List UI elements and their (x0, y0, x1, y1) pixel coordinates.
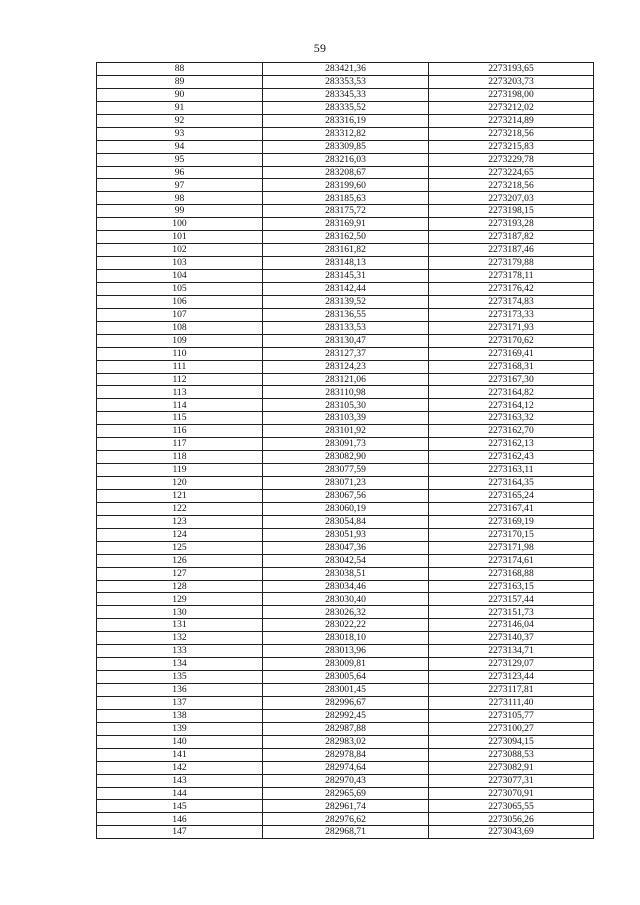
table-row (97, 748, 594, 761)
table-row (97, 386, 594, 399)
table-row (97, 140, 594, 153)
point-number-cell: 135 (97, 671, 263, 684)
y-coordinate-cell: 2273167,41 (429, 502, 594, 515)
y-coordinate-cell: 2273168,31 (429, 360, 594, 373)
x-coordinate-cell: 283148,13 (263, 257, 429, 270)
table-row (97, 567, 594, 580)
x-coordinate-cell: 283060,19 (263, 502, 429, 515)
table-row (97, 321, 594, 334)
x-coordinate-cell: 283110,98 (263, 386, 429, 399)
point-number-cell: 119 (97, 464, 263, 477)
table-row (97, 270, 594, 283)
point-number-cell: 106 (97, 295, 263, 308)
table-row (97, 541, 594, 554)
y-coordinate-cell: 2273169,41 (429, 347, 594, 360)
y-coordinate-cell: 2273179,88 (429, 257, 594, 270)
table-row (97, 63, 594, 76)
point-number-cell: 105 (97, 282, 263, 295)
x-coordinate-cell: 283105,30 (263, 399, 429, 412)
point-number-cell: 123 (97, 515, 263, 528)
y-coordinate-cell: 2273163,32 (429, 412, 594, 425)
y-coordinate-cell: 2273171,93 (429, 321, 594, 334)
point-number-cell: 122 (97, 502, 263, 515)
y-coordinate-cell: 2273065,55 (429, 800, 594, 813)
x-coordinate-cell: 283051,93 (263, 528, 429, 541)
x-coordinate-cell: 283034,46 (263, 580, 429, 593)
y-coordinate-cell: 2273212,02 (429, 101, 594, 114)
table-row (97, 464, 594, 477)
point-number-cell: 130 (97, 606, 263, 619)
table-row (97, 127, 594, 140)
point-number-cell: 141 (97, 748, 263, 761)
x-coordinate-cell: 283101,92 (263, 425, 429, 438)
point-number-cell: 134 (97, 658, 263, 671)
point-number-cell: 108 (97, 321, 263, 334)
point-number-cell: 139 (97, 722, 263, 735)
point-number-cell: 128 (97, 580, 263, 593)
x-coordinate-cell: 283077,59 (263, 464, 429, 477)
x-coordinate-cell: 283022,22 (263, 619, 429, 632)
x-coordinate-cell: 283162,50 (263, 231, 429, 244)
x-coordinate-cell: 283082,90 (263, 451, 429, 464)
table-row (97, 101, 594, 114)
x-coordinate-cell: 283136,55 (263, 308, 429, 321)
table-row (97, 696, 594, 709)
x-coordinate-cell: 283071,23 (263, 477, 429, 490)
x-coordinate-cell: 283030,40 (263, 593, 429, 606)
point-number-cell: 94 (97, 140, 263, 153)
table-row (97, 658, 594, 671)
x-coordinate-cell: 283026,32 (263, 606, 429, 619)
y-coordinate-cell: 2273176,42 (429, 282, 594, 295)
x-coordinate-cell: 283009,81 (263, 658, 429, 671)
point-number-cell: 90 (97, 88, 263, 101)
y-coordinate-cell: 2273134,71 (429, 645, 594, 658)
y-coordinate-cell: 2273094,15 (429, 735, 594, 748)
point-number-cell: 93 (97, 127, 263, 140)
y-coordinate-cell: 2273218,56 (429, 127, 594, 140)
point-number-cell: 102 (97, 244, 263, 257)
y-coordinate-cell: 2273164,12 (429, 399, 594, 412)
table-row (97, 192, 594, 205)
x-coordinate-cell: 282976,62 (263, 813, 429, 826)
table-row (97, 515, 594, 528)
table-row (97, 606, 594, 619)
y-coordinate-cell: 2273043,69 (429, 826, 594, 839)
table-row (97, 451, 594, 464)
point-number-cell: 99 (97, 205, 263, 218)
x-coordinate-cell: 283175,72 (263, 205, 429, 218)
point-number-cell: 120 (97, 477, 263, 490)
coordinates-table-body (97, 63, 594, 839)
table-row (97, 671, 594, 684)
table-row (97, 425, 594, 438)
x-coordinate-cell: 283103,39 (263, 412, 429, 425)
table-row (97, 826, 594, 839)
point-number-cell: 146 (97, 813, 263, 826)
table-row (97, 709, 594, 722)
x-coordinate-cell: 283047,36 (263, 541, 429, 554)
x-coordinate-cell: 283199,60 (263, 179, 429, 192)
y-coordinate-cell: 2273193,28 (429, 218, 594, 231)
point-number-cell: 101 (97, 231, 263, 244)
y-coordinate-cell: 2273077,31 (429, 774, 594, 787)
table-row (97, 334, 594, 347)
x-coordinate-cell: 283005,64 (263, 671, 429, 684)
y-coordinate-cell: 2273171,98 (429, 541, 594, 554)
y-coordinate-cell: 2273151,73 (429, 606, 594, 619)
y-coordinate-cell: 2273198,00 (429, 88, 594, 101)
table-row (97, 800, 594, 813)
table-row (97, 438, 594, 451)
x-coordinate-cell: 283421,36 (263, 63, 429, 76)
table-row (97, 114, 594, 127)
point-number-cell: 114 (97, 399, 263, 412)
y-coordinate-cell: 2273129,07 (429, 658, 594, 671)
table-row (97, 88, 594, 101)
x-coordinate-cell: 283091,73 (263, 438, 429, 451)
point-number-cell: 147 (97, 826, 263, 839)
x-coordinate-cell: 283130,47 (263, 334, 429, 347)
table-row (97, 282, 594, 295)
y-coordinate-cell: 2273207,03 (429, 192, 594, 205)
y-coordinate-cell: 2273165,24 (429, 489, 594, 502)
y-coordinate-cell: 2273187,82 (429, 231, 594, 244)
point-number-cell: 133 (97, 645, 263, 658)
x-coordinate-cell: 282983,02 (263, 735, 429, 748)
table-row (97, 645, 594, 658)
table-row (97, 684, 594, 697)
point-number-cell: 121 (97, 489, 263, 502)
table-row (97, 231, 594, 244)
point-number-cell: 132 (97, 632, 263, 645)
table-row (97, 373, 594, 386)
table-row (97, 489, 594, 502)
y-coordinate-cell: 2273117,81 (429, 684, 594, 697)
y-coordinate-cell: 2273164,82 (429, 386, 594, 399)
point-number-cell: 126 (97, 554, 263, 567)
coordinates-table (96, 62, 594, 839)
point-number-cell: 110 (97, 347, 263, 360)
table-row (97, 153, 594, 166)
y-coordinate-cell: 2273100,27 (429, 722, 594, 735)
table-row (97, 761, 594, 774)
y-coordinate-cell: 2273070,91 (429, 787, 594, 800)
y-coordinate-cell: 2273218,56 (429, 179, 594, 192)
x-coordinate-cell: 283208,67 (263, 166, 429, 179)
table-row (97, 166, 594, 179)
point-number-cell: 100 (97, 218, 263, 231)
y-coordinate-cell: 2273170,15 (429, 528, 594, 541)
table-row (97, 244, 594, 257)
table-row (97, 308, 594, 321)
y-coordinate-cell: 2273163,11 (429, 464, 594, 477)
table-row (97, 399, 594, 412)
x-coordinate-cell: 283316,19 (263, 114, 429, 127)
point-number-cell: 142 (97, 761, 263, 774)
x-coordinate-cell: 283353,53 (263, 75, 429, 88)
y-coordinate-cell: 2273187,46 (429, 244, 594, 257)
x-coordinate-cell: 283309,85 (263, 140, 429, 153)
point-number-cell: 115 (97, 412, 263, 425)
point-number-cell: 145 (97, 800, 263, 813)
point-number-cell: 136 (97, 684, 263, 697)
point-number-cell: 95 (97, 153, 263, 166)
table-row (97, 735, 594, 748)
x-coordinate-cell: 283054,84 (263, 515, 429, 528)
y-coordinate-cell: 2273162,43 (429, 451, 594, 464)
point-number-cell: 118 (97, 451, 263, 464)
x-coordinate-cell: 283018,10 (263, 632, 429, 645)
table-row (97, 218, 594, 231)
point-number-cell: 129 (97, 593, 263, 606)
table-row (97, 632, 594, 645)
point-number-cell: 124 (97, 528, 263, 541)
y-coordinate-cell: 2273082,91 (429, 761, 594, 774)
x-coordinate-cell: 283216,03 (263, 153, 429, 166)
y-coordinate-cell: 2273105,77 (429, 709, 594, 722)
point-number-cell: 88 (97, 63, 263, 76)
x-coordinate-cell: 283142,44 (263, 282, 429, 295)
x-coordinate-cell: 283124,23 (263, 360, 429, 373)
point-number-cell: 144 (97, 787, 263, 800)
table-row (97, 554, 594, 567)
point-number-cell: 131 (97, 619, 263, 632)
point-number-cell: 96 (97, 166, 263, 179)
y-coordinate-cell: 2273140,37 (429, 632, 594, 645)
point-number-cell: 113 (97, 386, 263, 399)
table-row (97, 722, 594, 735)
point-number-cell: 103 (97, 257, 263, 270)
y-coordinate-cell: 2273224,65 (429, 166, 594, 179)
y-coordinate-cell: 2273193,65 (429, 63, 594, 76)
y-coordinate-cell: 2273167,30 (429, 373, 594, 386)
y-coordinate-cell: 2273170,62 (429, 334, 594, 347)
y-coordinate-cell: 2273174,61 (429, 554, 594, 567)
y-coordinate-cell: 2273157,44 (429, 593, 594, 606)
y-coordinate-cell: 2273146,04 (429, 619, 594, 632)
x-coordinate-cell: 283038,51 (263, 567, 429, 580)
point-number-cell: 117 (97, 438, 263, 451)
x-coordinate-cell: 282974,64 (263, 761, 429, 774)
x-coordinate-cell: 282970,43 (263, 774, 429, 787)
table-row (97, 412, 594, 425)
y-coordinate-cell: 2273088,53 (429, 748, 594, 761)
x-coordinate-cell: 282965,69 (263, 787, 429, 800)
x-coordinate-cell: 283121,06 (263, 373, 429, 386)
point-number-cell: 127 (97, 567, 263, 580)
x-coordinate-cell: 283145,31 (263, 270, 429, 283)
point-number-cell: 138 (97, 709, 263, 722)
point-number-cell: 112 (97, 373, 263, 386)
table-row (97, 295, 594, 308)
x-coordinate-cell: 283133,53 (263, 321, 429, 334)
x-coordinate-cell: 283312,82 (263, 127, 429, 140)
y-coordinate-cell: 2273111,40 (429, 696, 594, 709)
point-number-cell: 143 (97, 774, 263, 787)
x-coordinate-cell: 283067,56 (263, 489, 429, 502)
x-coordinate-cell: 282961,74 (263, 800, 429, 813)
y-coordinate-cell: 2273214,89 (429, 114, 594, 127)
point-number-cell: 97 (97, 179, 263, 192)
y-coordinate-cell: 2273229,78 (429, 153, 594, 166)
table-row (97, 257, 594, 270)
y-coordinate-cell: 2273169,19 (429, 515, 594, 528)
table-row (97, 347, 594, 360)
point-number-cell: 92 (97, 114, 263, 127)
x-coordinate-cell: 282968,71 (263, 826, 429, 839)
y-coordinate-cell: 2273178,11 (429, 270, 594, 283)
x-coordinate-cell: 283127,37 (263, 347, 429, 360)
point-number-cell: 107 (97, 308, 263, 321)
table-row (97, 360, 594, 373)
point-number-cell: 111 (97, 360, 263, 373)
y-coordinate-cell: 2273198,15 (429, 205, 594, 218)
point-number-cell: 116 (97, 425, 263, 438)
y-coordinate-cell: 2273162,13 (429, 438, 594, 451)
point-number-cell: 109 (97, 334, 263, 347)
table-row (97, 813, 594, 826)
table-row (97, 774, 594, 787)
x-coordinate-cell: 283042,54 (263, 554, 429, 567)
table-row (97, 593, 594, 606)
y-coordinate-cell: 2273056,26 (429, 813, 594, 826)
table-row (97, 75, 594, 88)
x-coordinate-cell: 282987,88 (263, 722, 429, 735)
y-coordinate-cell: 2273168,88 (429, 567, 594, 580)
table-row (97, 477, 594, 490)
y-coordinate-cell: 2273162,70 (429, 425, 594, 438)
y-coordinate-cell: 2273174,83 (429, 295, 594, 308)
x-coordinate-cell: 282996,67 (263, 696, 429, 709)
x-coordinate-cell: 283161,82 (263, 244, 429, 257)
point-number-cell: 89 (97, 75, 263, 88)
x-coordinate-cell: 283335,52 (263, 101, 429, 114)
x-coordinate-cell: 283013,96 (263, 645, 429, 658)
point-number-cell: 91 (97, 101, 263, 114)
point-number-cell: 98 (97, 192, 263, 205)
x-coordinate-cell: 283169,91 (263, 218, 429, 231)
point-number-cell: 137 (97, 696, 263, 709)
point-number-cell: 104 (97, 270, 263, 283)
y-coordinate-cell: 2273123,44 (429, 671, 594, 684)
y-coordinate-cell: 2273173,33 (429, 308, 594, 321)
x-coordinate-cell: 283185,63 (263, 192, 429, 205)
y-coordinate-cell: 2273215,83 (429, 140, 594, 153)
table-row (97, 179, 594, 192)
point-number-cell: 125 (97, 541, 263, 554)
x-coordinate-cell: 282992,45 (263, 709, 429, 722)
table-row (97, 205, 594, 218)
point-number-cell: 140 (97, 735, 263, 748)
table-row (97, 787, 594, 800)
table-row (97, 528, 594, 541)
table-row (97, 619, 594, 632)
x-coordinate-cell: 283001,45 (263, 684, 429, 697)
y-coordinate-cell: 2273164,35 (429, 477, 594, 490)
page-number: 59 (313, 41, 327, 55)
y-coordinate-cell: 2273203,73 (429, 75, 594, 88)
table-row (97, 502, 594, 515)
table-row (97, 580, 594, 593)
x-coordinate-cell: 283139,52 (263, 295, 429, 308)
y-coordinate-cell: 2273163,15 (429, 580, 594, 593)
x-coordinate-cell: 283345,33 (263, 88, 429, 101)
x-coordinate-cell: 282978,84 (263, 748, 429, 761)
